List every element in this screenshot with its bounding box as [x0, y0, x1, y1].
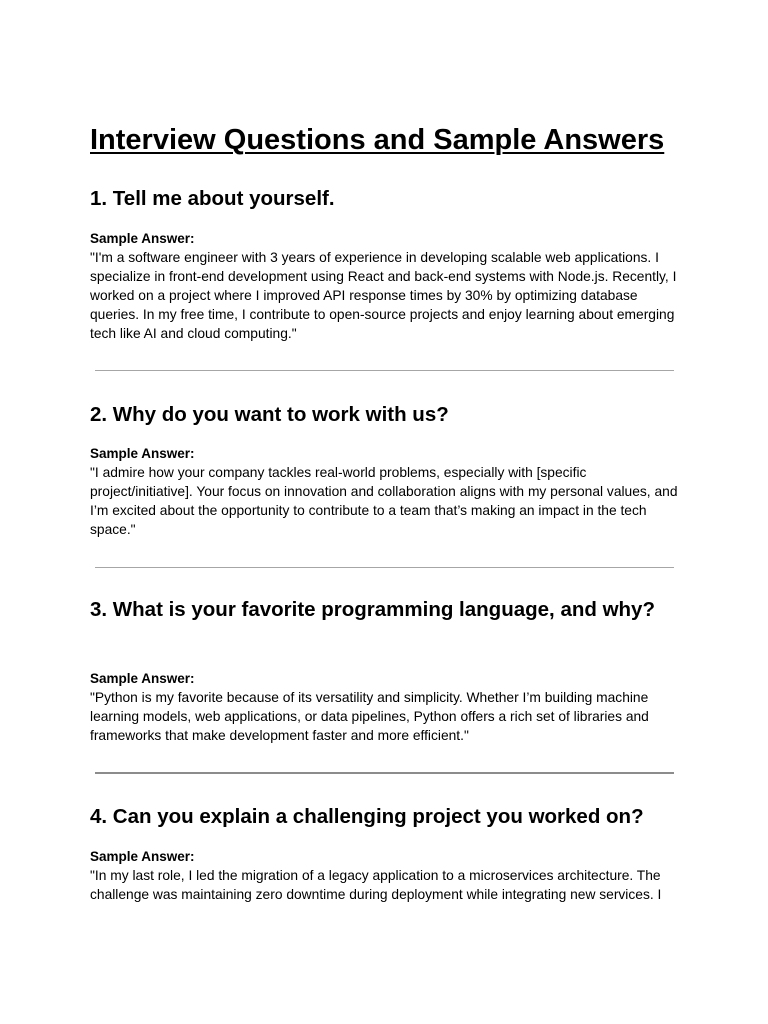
section-divider: [95, 370, 674, 371]
sample-answer-label: Sample Answer:: [90, 671, 195, 686]
sample-answer-label: Sample Answer:: [90, 446, 195, 461]
section-divider: [95, 772, 674, 774]
question-heading: 3. What is your favorite programming language, and why?: [90, 598, 655, 621]
sample-answer-label: Sample Answer:: [90, 849, 195, 864]
sample-answer-label: Sample Answer:: [90, 231, 195, 246]
sample-answer-text: "I'm a software engineer with 3 years of experience in developing scalable web applications. I specialize in front-end development using React and back-end systems with Node.js. Recently, I worked on a project where I improved API response times by 30% by optimizing database queries. In my free time, I contribute to open-source projects and enjoy learning about emerging tech like AI and cloud computing.": [90, 250, 677, 341]
section-divider: [95, 567, 674, 568]
sample-answer-text: "Python is my favorite because of its versatility and simplicity. Whether I’m building machine learning models, web applications, or data pipelines, Python offers a rich set of libraries and frameworks that make development faster and more efficient.": [90, 690, 649, 743]
question-heading: 2. Why do you want to work with us?: [90, 403, 449, 426]
question-heading: 1. Tell me about yourself.: [90, 187, 335, 210]
sample-answer-text: "I admire how your company tackles real-world problems, especially with [specific project/initiative]. Your focus on innovation and collaboration aligns with my personal values, and I’m excited about the opportunity to contribute to a team that’s making an impact in the tech space.": [90, 465, 678, 537]
question-heading: 4. Can you explain a challenging project you worked on?: [90, 805, 644, 828]
page-title: Interview Questions and Sample Answers: [90, 124, 665, 156]
sample-answer-text: "In my last role, I led the migration of a legacy application to a microservices architecture. The challenge was maintaining zero downtime during deployment while integrating new services. I: [90, 868, 662, 902]
